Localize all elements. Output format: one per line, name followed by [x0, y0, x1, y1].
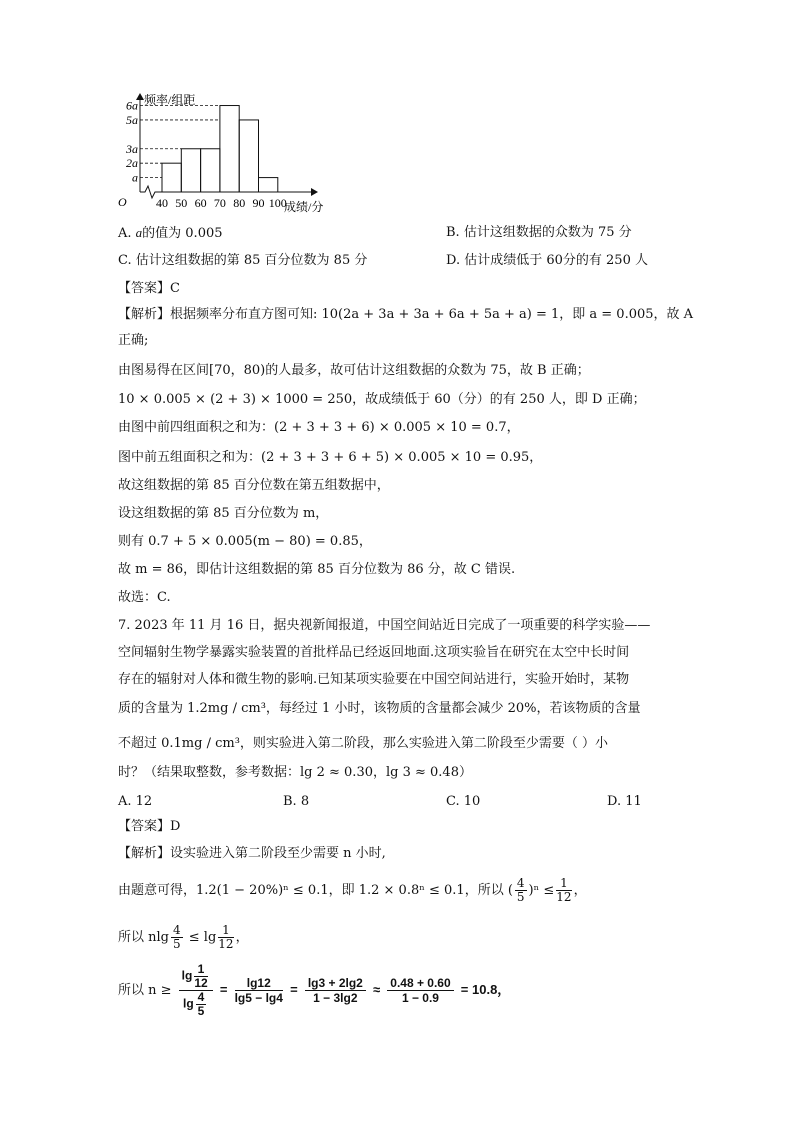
q7-line3-text: ， — [235, 930, 249, 945]
q6-analysis-line: 故 m = 86，即估计这组数据的第 85 百分位数为 86 分，故 C 错误. — [118, 562, 516, 577]
q7-line3-text: ≤ lg — [184, 930, 217, 945]
fraction-lg12 — [235, 976, 283, 1005]
denominator: lg5 − lg4 — [234, 991, 283, 1005]
q6-option-b: B. 估计这组数据的众数为 75 分 — [446, 225, 632, 240]
q6-option-c: C. 估计这组数据的第 85 百分位数为 85 分 — [118, 253, 368, 268]
q6-option-d: D. 估计成绩低于 60分的有 250 人 — [446, 253, 648, 268]
histogram-bar — [162, 163, 181, 192]
q6-analysis-line: 故这组数据的第 85 百分位数在第五组数据中， — [118, 478, 390, 493]
q7-analysis-line: 【解析】设实验进入第二阶段至少需要 n 小时, — [118, 846, 386, 861]
equals-sign: = — [290, 982, 298, 997]
q6-analysis-line: 设这组数据的第 85 百分位数为 m， — [118, 506, 329, 521]
y-tick-label: 2a — [126, 156, 138, 171]
q7-line2-text: )ⁿ ≤ — [528, 883, 555, 898]
q6-answer: 【答案】C — [118, 281, 180, 296]
fraction-one-twelfth — [194, 963, 207, 990]
y-tick-label: 5a — [126, 112, 138, 127]
q7-line2-text: ， — [573, 883, 587, 898]
denominator: 1 − 0.9 — [401, 991, 439, 1005]
q6-option-a-var: a — [135, 225, 143, 240]
histogram-bar — [220, 106, 239, 192]
q7-answer: 【答案】D — [118, 819, 181, 834]
numerator: 0.48 + 0.60 — [387, 976, 453, 991]
denominator: 12 — [194, 976, 208, 990]
q6-analysis-line: 由图易得在区间[70，80)的人最多，故可估计这组数据的众数为 75，故 B 正确； — [118, 363, 590, 378]
y-tick-label: a — [132, 170, 138, 185]
numerator: 4 — [197, 990, 205, 1004]
denominator: 1 − 3lg2 — [313, 991, 358, 1005]
denominator: 5 — [173, 937, 181, 951]
q6-analysis-line: 图中前五组面积之和为：(2 + 3 + 3 + 6 + 5) × 0.005 × 10 = 0.95， — [118, 450, 543, 465]
origin-label: O — [118, 195, 127, 209]
frequency-histogram — [112, 88, 352, 218]
fraction-one-twelfth — [218, 924, 233, 951]
q7-line2-text: 由题意可得，1.2(1 − 20%)ⁿ ≤ 0.1，即 1.2 × 0.8ⁿ ≤ 0.1，所以 ( — [118, 883, 513, 898]
q7-analysis-line — [118, 962, 510, 1019]
x-tick-label: 50 — [175, 196, 188, 210]
x-tick-label: 100 — [268, 196, 287, 210]
q7-option-d: D. 11 — [607, 794, 642, 809]
fraction-lg3 — [305, 976, 366, 1005]
q7-analysis-line — [118, 876, 587, 906]
denominator: 5 — [516, 890, 525, 904]
fraction-four-fifths — [171, 924, 183, 951]
approx-sign: ≈ — [372, 982, 381, 997]
x-axis-label: 成绩/分 — [284, 200, 324, 214]
y-tick-label: 6a — [126, 98, 138, 113]
result-text: = 10.8， — [460, 982, 511, 997]
q7-line4-text: 所以 n ≥ — [118, 983, 172, 998]
q6-option-a-text: 的值为 0.005 — [142, 226, 223, 241]
numerator: 1 — [556, 877, 571, 891]
denominator: 12 — [218, 937, 234, 951]
denominator: 12 — [556, 890, 572, 904]
histogram-bar — [201, 149, 220, 192]
q7-stem-line: 时？（结果取整数，参考数据：lg 2 ≈ 0.30，lg 3 ≈ 0.48） — [118, 765, 472, 780]
fraction-four-fifths — [515, 877, 527, 904]
y-tick-label: 3a — [126, 141, 138, 156]
q6-analysis-line: 【解析】根据频率分布直方图可知: 10(2a + 3a + 3a + 6a + 5a + a) = 1，即 a = 0.005，故 A — [118, 307, 694, 322]
fraction-four-fifths — [196, 991, 207, 1018]
q6-analysis-line: 正确; — [118, 333, 149, 348]
q6-option-a-prefix: A. — [118, 226, 136, 241]
histogram-bar — [181, 149, 200, 192]
q7-option-c: C. 10 — [446, 794, 481, 809]
q6-analysis-line: 由图中前四组面积之和为：(2 + 3 + 3 + 6) × 0.005 × 10 = 0.7， — [118, 420, 520, 435]
lg-text: lg — [181, 968, 193, 983]
q7-analysis-line — [118, 923, 249, 953]
x-tick-label: 60 — [194, 196, 207, 210]
denominator — [179, 991, 213, 1018]
histogram-bar — [259, 178, 278, 192]
q7-stem-line: 存在的辐射对人体和微生物的影响.已知某项实验要在中国空间站进行，实验开始时，某物 — [118, 672, 630, 687]
numerator: lg12 — [235, 976, 283, 991]
numerator: 1 — [194, 963, 207, 977]
histogram-bar — [239, 120, 258, 192]
lg-text: lg — [183, 996, 194, 1011]
numerator: 4 — [516, 876, 525, 890]
q6-analysis-line: 10 × 0.005 × (2 + 3) × 1000 = 250，故成绩低于 60（分）的有 250 人，即 D 正确； — [118, 392, 646, 407]
q6-option-a — [118, 224, 223, 243]
x-tick-label: 40 — [156, 196, 168, 210]
q6-analysis-line: 故选：C. — [118, 590, 171, 605]
q7-stem-line: 7. 2023 年 11 月 16 日，据央视新闻报道，中国空间站近日完成了一项重要的科学实验—— — [118, 618, 651, 633]
q7-option-a: A. 12 — [118, 794, 153, 809]
x-tick-label: 90 — [252, 196, 265, 210]
equals-sign: = — [219, 982, 228, 997]
y-axis-label: 频率/组距 — [144, 93, 196, 107]
q7-stem-line: 不超过 0.1mg / cm³，则实验进入第二阶段，那么实验进入第二阶段至少需要（ ）小 — [118, 736, 609, 751]
denominator: 5 — [197, 1004, 205, 1018]
fraction-one-twelfth — [556, 877, 571, 904]
x-tick-label: 80 — [233, 196, 246, 210]
numerator — [179, 963, 213, 991]
q7-stem-line: 空间辐射生物学暴露实验装置的首批样品已经返回地面.这项实验旨在研究在太空中长时间 — [118, 645, 630, 660]
numerator: 1 — [218, 924, 233, 938]
q7-option-b: B. 8 — [283, 794, 310, 809]
fraction-lg-ratio — [179, 963, 213, 1018]
x-tick-label: 70 — [213, 196, 226, 210]
q7-stem-line: 质的含量为 1.2mg / cm³，每经过 1 小时，该物质的含量都会减少 20%，若该物质的含量 — [118, 701, 641, 716]
fraction-numeric — [387, 976, 453, 1005]
numerator: lg3 + 2lg2 — [305, 976, 366, 991]
numerator: 4 — [173, 923, 181, 937]
q6-analysis-line: 则有 0.7 + 5 × 0.005(m − 80) = 0.85， — [118, 534, 372, 549]
q7-line3-text: 所以 nlg — [118, 930, 169, 945]
